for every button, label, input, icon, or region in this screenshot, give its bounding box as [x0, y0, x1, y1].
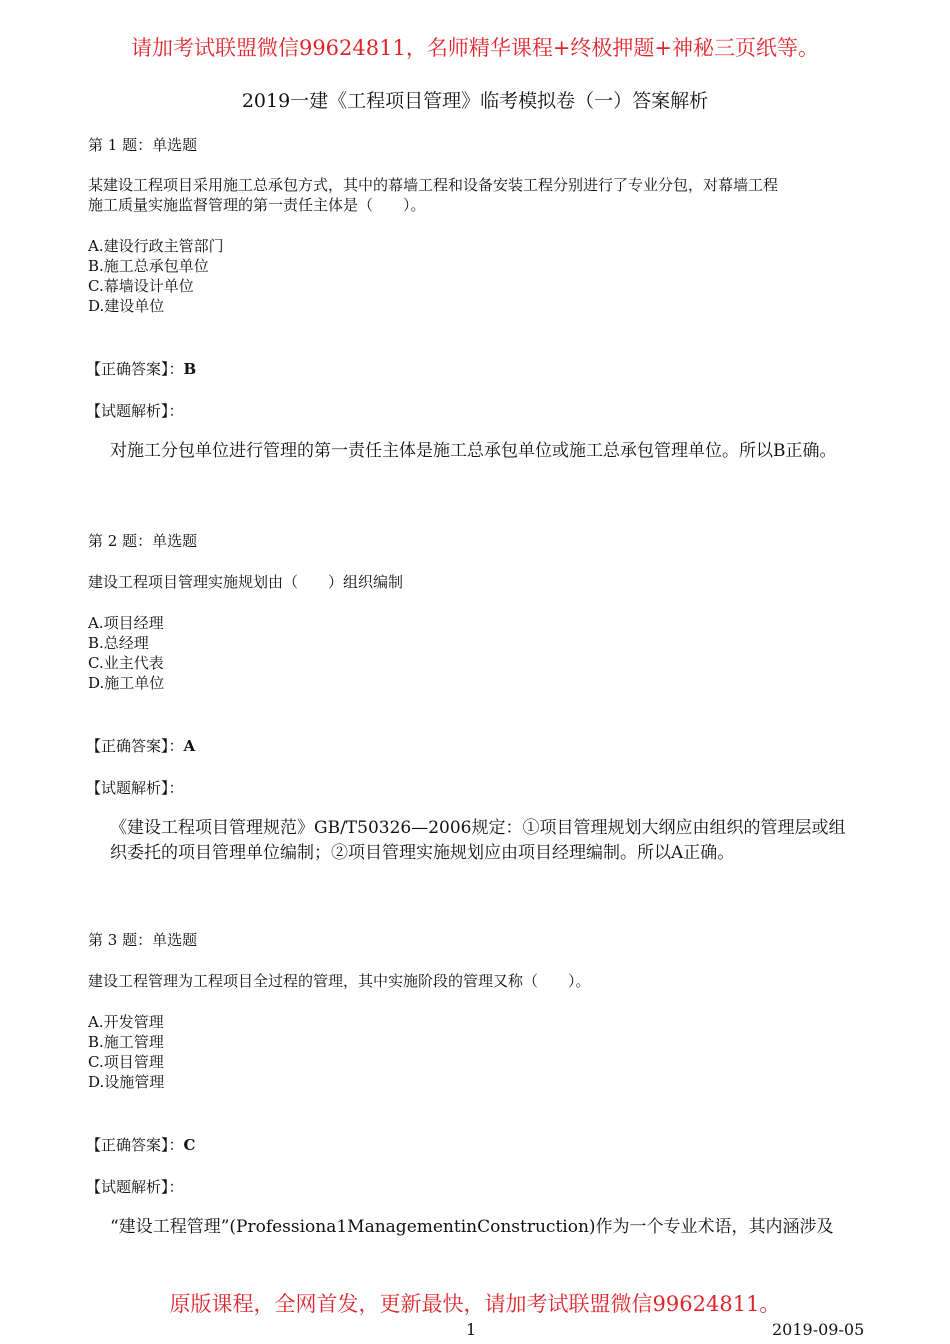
q1-stem [88, 175, 778, 215]
q2-analysis-label: 【试题解析】： [86, 779, 184, 797]
q1-option-d: D.建设单位 [88, 297, 165, 315]
q3-option-d: D.设施管理 [88, 1073, 165, 1091]
q1-options [88, 236, 224, 316]
q3-analysis-label: 【试题解析】： [86, 1178, 184, 1196]
q2-option-d: D.施工单位 [88, 674, 165, 692]
q1-analysis-label: 【试题解析】： [86, 402, 184, 420]
q3-heading: 第 3 题：单选题 [88, 931, 198, 949]
document-date: 2019-09-05 [772, 1320, 865, 1339]
q1-stem-line: 某建设工程项目采用施工总承包方式，其中的幕墙工程和设备安装工程分别进行了专业分包，对幕墙工程 [88, 176, 779, 194]
answer-label: 【正确答案】： [86, 737, 184, 755]
header-promo-banner: 请加考试联盟微信99624811，名师精华课程+终极押题+神秘三页纸等。 [130, 36, 820, 60]
q3-answer-row [86, 1134, 195, 1155]
q2-options [88, 613, 164, 693]
q1-analysis-text: 对施工分包单位进行管理的第一责任主体是施工总承包单位或施工总承包管理单位。所以B正确。 [110, 441, 837, 461]
q3-option-c: C.项目管理 [88, 1053, 164, 1071]
q2-stem [88, 571, 403, 592]
q1-heading: 第 1 题：单选题 [88, 136, 198, 154]
q3-stem [88, 970, 591, 991]
q2-option-a: A.项目经理 [88, 614, 164, 632]
q1-answer-row [86, 358, 196, 379]
q3-stem-line: 建设工程管理为工程项目全过程的管理，其中实施阶段的管理又称（ ）。 [88, 972, 591, 990]
answer-label: 【正确答案】： [86, 360, 184, 378]
page-number: 1 [466, 1320, 477, 1339]
q2-option-c: C.业主代表 [88, 654, 164, 672]
q2-analysis-text: 《建设工程项目管理规范》GB/T50326—2006规定：①项目管理规划大纲应由组织的管理层或组织委托的项目管理单位编制；②项目管理实施规划应由项目经理编制。所以A正确。 [110, 818, 846, 863]
q2-answer-value: A [183, 737, 196, 755]
q3-option-a: A.开发管理 [88, 1013, 164, 1031]
q1-answer-value: B [183, 360, 197, 378]
answer-label: 【正确答案】： [86, 1136, 184, 1154]
q3-analysis-text: “建设工程管理”(Professiona1ManagementinConstruction)作为一个专业术语，其内涵涉及 [110, 1217, 834, 1237]
q2-stem-line: 建设工程项目管理实施规划由（ ）组织编制 [88, 573, 404, 591]
q2-heading: 第 2 题：单选题 [88, 532, 198, 550]
footer-promo-banner: 原版课程，全网首发，更新最快，请加考试联盟微信99624811。 [169, 1292, 781, 1316]
q3-options [88, 1012, 164, 1092]
q1-stem-line: 施工质量实施监督管理的第一责任主体是（ ）。 [88, 196, 426, 214]
q1-option-a: A.建设行政主管部门 [88, 237, 224, 255]
q3-option-b: B.施工管理 [88, 1033, 164, 1051]
q2-answer-row [86, 735, 195, 756]
document-title: 2019一建《工程项目管理》临考模拟卷（一）答案解析 [241, 90, 709, 112]
q3-answer-value: C [183, 1136, 196, 1154]
q1-option-b: B.施工总承包单位 [88, 257, 209, 275]
q1-option-c: C.幕墙设计单位 [88, 277, 194, 295]
q2-option-b: B.总经理 [88, 634, 149, 652]
